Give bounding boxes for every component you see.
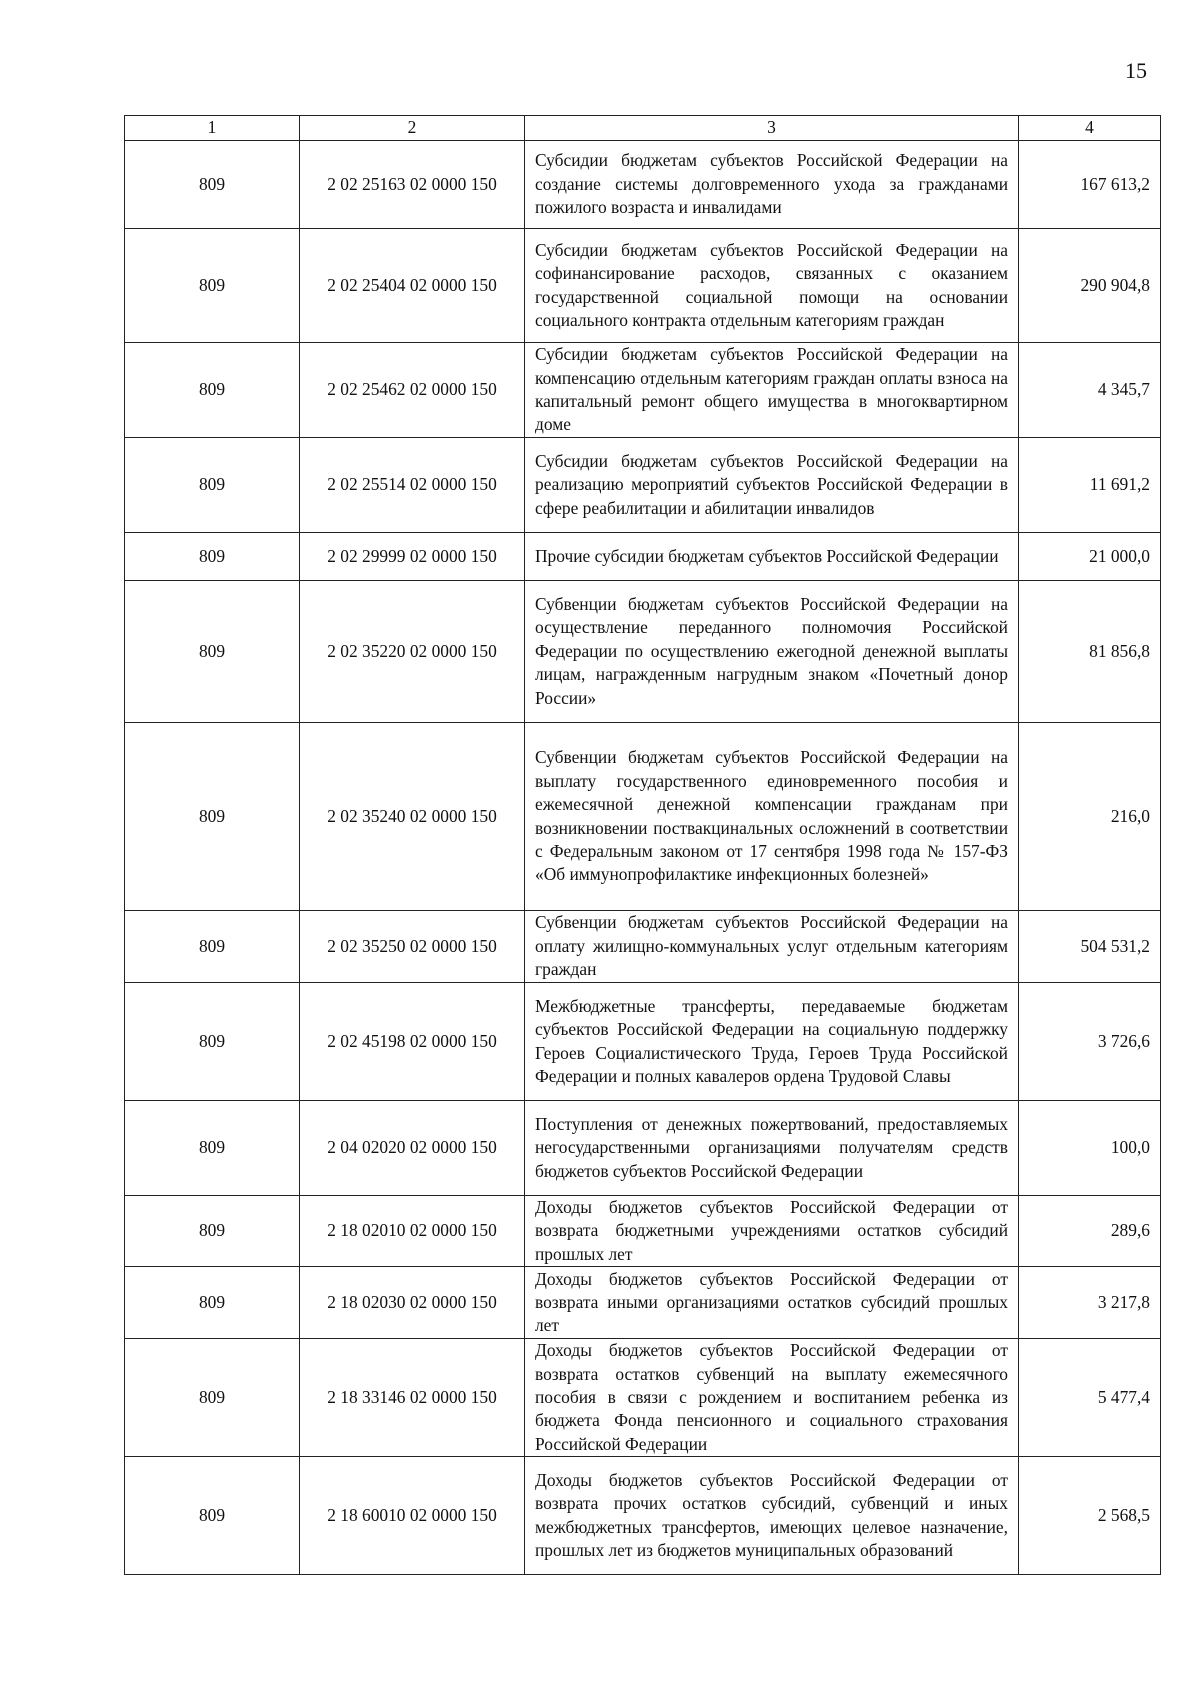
table-row <box>125 911 1161 983</box>
amount-cell: 11 691,2 <box>1019 438 1161 533</box>
amount-cell: 81 856,8 <box>1019 581 1161 723</box>
admin-code-cell: 809 <box>125 1267 300 1339</box>
table-row <box>125 343 1161 438</box>
admin-code-cell: 809 <box>125 1196 300 1267</box>
column-header-2: 2 <box>300 116 525 141</box>
header-row <box>125 116 1161 141</box>
revenue-name-cell: Доходы бюджетов субъектов Российской Федерации от возврата прочих остатков субсидий, субвенций и иных межбюджетных трансфертов, имеющих целевое назначение, прошлых лет из бюджетов муниципальных образований <box>525 1457 1019 1575</box>
table-row <box>125 983 1161 1101</box>
admin-code-cell: 809 <box>125 438 300 533</box>
table-row <box>125 581 1161 723</box>
admin-code-cell: 809 <box>125 983 300 1101</box>
admin-code-cell: 809 <box>125 911 300 983</box>
budget-code-cell: 2 18 33146 02 0000 150 <box>300 1339 525 1457</box>
budget-code-cell: 2 02 29999 02 0000 150 <box>300 533 525 581</box>
revenue-name-cell: Прочие субсидии бюджетам субъектов Российской Федерации <box>525 533 1019 581</box>
table-row <box>125 1457 1161 1575</box>
amount-cell: 167 613,2 <box>1019 141 1161 229</box>
amount-cell: 4 345,7 <box>1019 343 1161 438</box>
admin-code-cell: 809 <box>125 229 300 343</box>
admin-code-cell: 809 <box>125 141 300 229</box>
table-row <box>125 723 1161 911</box>
budget-code-cell: 2 18 60010 02 0000 150 <box>300 1457 525 1575</box>
admin-code-cell: 809 <box>125 1101 300 1196</box>
amount-cell: 21 000,0 <box>1019 533 1161 581</box>
budget-code-cell: 2 04 02020 02 0000 150 <box>300 1101 525 1196</box>
budget-code-cell: 2 02 25404 02 0000 150 <box>300 229 525 343</box>
revenue-name-cell: Субвенции бюджетам субъектов Российской Федерации на осуществление переданного полномочия Российской Федерации по осуществлению ежегодной денежной выплаты лицам, награжденным нагрудным знаком «Почетный донор России» <box>525 581 1019 723</box>
revenue-name-cell: Поступления от денежных пожертвований, предоставляемых негосударственными организациями получателям средств бюджетов субъектов Российской Федерации <box>525 1101 1019 1196</box>
table-row <box>125 1267 1161 1339</box>
budget-code-cell: 2 02 35220 02 0000 150 <box>300 581 525 723</box>
admin-code-cell: 809 <box>125 1339 300 1457</box>
table-row <box>125 1101 1161 1196</box>
amount-cell: 289,6 <box>1019 1196 1161 1267</box>
admin-code-cell: 809 <box>125 343 300 438</box>
table-row <box>125 438 1161 533</box>
table-header <box>125 116 1161 141</box>
revenue-name-cell: Субвенции бюджетам субъектов Российской Федерации на выплату государственного единовременного пособия и ежемесячной денежной компенсации гражданам при возникновении поствакцинальных осложнений в соответствии с Федеральным законом от 17 сентября 1998 года № 157-ФЗ «Об иммунопрофилактике инфекционных болезней» <box>525 723 1019 911</box>
revenue-name-cell: Субвенции бюджетам субъектов Российской Федерации на оплату жилищно-коммунальных услуг отдельным категориям граждан <box>525 911 1019 983</box>
budget-code-cell: 2 18 02030 02 0000 150 <box>300 1267 525 1339</box>
amount-cell: 2 568,5 <box>1019 1457 1161 1575</box>
revenue-name-cell: Субсидии бюджетам субъектов Российской Федерации на создание системы долговременного ухода за гражданами пожилого возраста и инвалидами <box>525 141 1019 229</box>
table-row <box>125 141 1161 229</box>
amount-cell: 3 726,6 <box>1019 983 1161 1101</box>
table-row <box>125 533 1161 581</box>
revenue-name-cell: Субсидии бюджетам субъектов Российской Федерации на компенсацию отдельным категориям граждан оплаты взноса на капитальный ремонт общего имущества в многоквартирном доме <box>525 343 1019 438</box>
column-header-4: 4 <box>1019 116 1161 141</box>
admin-code-cell: 809 <box>125 723 300 911</box>
column-header-3: 3 <box>525 116 1019 141</box>
table-row <box>125 1196 1161 1267</box>
revenue-name-cell: Межбюджетные трансферты, передаваемые бюджетам субъектов Российской Федерации на социальную поддержку Героев Социалистического Труда, Героев Труда Российской Федерации и полных кавалеров ордена Трудовой Славы <box>525 983 1019 1101</box>
table-row <box>125 229 1161 343</box>
budget-code-cell: 2 02 25462 02 0000 150 <box>300 343 525 438</box>
budget-code-cell: 2 02 25163 02 0000 150 <box>300 141 525 229</box>
page-number: 15 <box>1125 58 1147 83</box>
amount-cell: 3 217,8 <box>1019 1267 1161 1339</box>
budget-code-cell: 2 18 02010 02 0000 150 <box>300 1196 525 1267</box>
revenue-name-cell: Субсидии бюджетам субъектов Российской Федерации на софинансирование расходов, связанных с оказанием государственной социальной помощи на основании социального контракта отдельным категориям граждан <box>525 229 1019 343</box>
revenue-name-cell: Доходы бюджетов субъектов Российской Федерации от возврата остатков субвенций на выплату ежемесячного пособия в связи с рождением и воспитанием ребенка из бюджета Фонда пенсионного и социального страхования Российской Федерации <box>525 1339 1019 1457</box>
budget-revenue-table <box>124 115 1161 1575</box>
admin-code-cell: 809 <box>125 581 300 723</box>
budget-code-cell: 2 02 45198 02 0000 150 <box>300 983 525 1101</box>
amount-cell: 216,0 <box>1019 723 1161 911</box>
admin-code-cell: 809 <box>125 533 300 581</box>
column-header-1: 1 <box>125 116 300 141</box>
table-body <box>125 141 1161 1575</box>
amount-cell: 504 531,2 <box>1019 911 1161 983</box>
amount-cell: 5 477,4 <box>1019 1339 1161 1457</box>
revenue-name-cell: Доходы бюджетов субъектов Российской Федерации от возврата бюджетными учреждениями остатков субсидий прошлых лет <box>525 1196 1019 1267</box>
revenue-name-cell: Доходы бюджетов субъектов Российской Федерации от возврата иными организациями остатков субсидий прошлых лет <box>525 1267 1019 1339</box>
budget-code-cell: 2 02 35250 02 0000 150 <box>300 911 525 983</box>
budget-code-cell: 2 02 25514 02 0000 150 <box>300 438 525 533</box>
table-row <box>125 1339 1161 1457</box>
admin-code-cell: 809 <box>125 1457 300 1575</box>
revenue-name-cell: Субсидии бюджетам субъектов Российской Федерации на реализацию мероприятий субъектов Российской Федерации в сфере реабилитации и абилитации инвалидов <box>525 438 1019 533</box>
amount-cell: 290 904,8 <box>1019 229 1161 343</box>
amount-cell: 100,0 <box>1019 1101 1161 1196</box>
budget-code-cell: 2 02 35240 02 0000 150 <box>300 723 525 911</box>
